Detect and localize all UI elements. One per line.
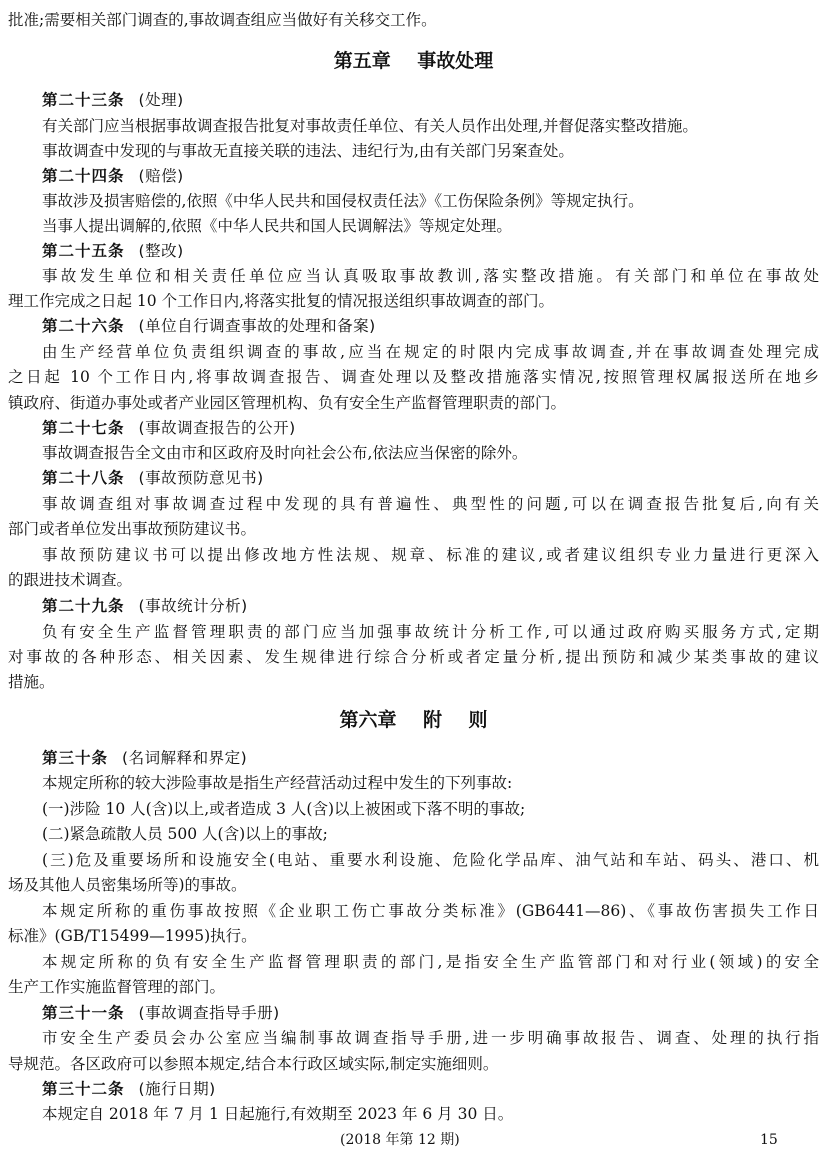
article-number: 第二十六条 [42, 317, 125, 335]
paragraph-line: 事故调查组对事故调查过程中发现的具有普遍性、典型性的问题,可以在调查报告批复后,向有关 [42, 495, 819, 513]
article-number: 第三十一条 [42, 1004, 125, 1022]
article-title: (名词解释和界定) [122, 749, 248, 767]
page-number: 15 [760, 1132, 778, 1148]
paragraph-line: 生产工作实施监督管理的部门。 [8, 978, 226, 996]
article-title: (事故统计分析) [138, 597, 248, 615]
article-number: 第二十四条 [42, 167, 125, 185]
paragraph-line: 本规定自 2018 年 7 月 1 日起施行,有效期至 2023 年 6 月 30 日。 [42, 1105, 514, 1123]
paragraph-line: 本规定所称的负有安全生产监督管理职责的部门,是指安全生产监管部门和对行业(领域)的安全 [42, 953, 819, 971]
chapter-six-heading: 第六章 附 则 [339, 709, 488, 731]
article-number: 第二十九条 [42, 597, 125, 615]
article-25-heading [42, 241, 184, 261]
article-23-heading [42, 90, 184, 110]
continuation-line: 批准;需要相关部门调查的,事故调查组应当做好有关移交工作。 [8, 11, 437, 29]
article-title: (事故调查报告的公开) [138, 419, 296, 437]
article-number: 第二十八条 [42, 469, 125, 487]
article-28-heading [42, 468, 264, 488]
article-title: (整改) [138, 242, 184, 260]
list-item: (三)危及重要场所和设施安全(电站、重要水利设施、危险化学品库、油气站和车站、码头、港口、机 [42, 851, 819, 869]
article-title: (处理) [138, 91, 184, 109]
article-title: (事故预防意见书) [138, 469, 264, 487]
paragraph-line: 标准》(GB/T15499—1995)执行。 [8, 927, 257, 945]
paragraph-line: 的跟进技术调查。 [8, 571, 133, 589]
article-27-heading [42, 418, 296, 438]
paragraph-line: 事故发生单位和相关责任单位应当认真吸取事故教训,落实整改措施。有关部门和单位在事故处 [42, 267, 819, 285]
paragraph-line: 本规定所称的较大涉险事故是指生产经营活动过程中发生的下列事故: [42, 774, 513, 792]
chapter-five-heading: 第五章 事故处理 [333, 50, 494, 72]
article-number: 第三十二条 [42, 1080, 125, 1098]
paragraph-line: 之日起 10 个工作日内,将事故调查报告、调查处理以及整改措施落实情况,按照管理权属报送所在地乡 [8, 368, 819, 386]
article-title: (单位自行调查事故的处理和备案) [138, 317, 376, 335]
paragraph-line: 事故涉及损害赔偿的,依照《中华人民共和国侵权责任法》《工伤保险条例》等规定执行。 [42, 192, 644, 210]
paragraph-line: 有关部门应当根据事故调查报告批复对事故责任单位、有关人员作出处理,并督促落实整改措施。 [42, 117, 698, 135]
article-29-heading [42, 596, 248, 616]
list-item: (一)涉险 10 人(含)以上,或者造成 3 人(含)以上被困或下落不明的事故; [42, 800, 526, 818]
article-title: (赔偿) [138, 167, 184, 185]
article-24-heading [42, 166, 184, 186]
list-item: (二)紧急疏散人员 500 人(含)以上的事故; [42, 825, 328, 843]
paragraph-line: 事故调查中发现的与事故无直接关联的违法、违纪行为,由有关部门另案查处。 [42, 142, 574, 160]
article-number: 第三十条 [42, 749, 109, 767]
paragraph-line: 镇政府、街道办事处或者产业园区管理机构、负有安全生产监督管理职责的部门。 [8, 394, 567, 412]
paragraph-line: 部门或者单位发出事故预防建议书。 [8, 520, 257, 538]
paragraph-line: 事故预防建议书可以提出修改地方性法规、规章、标准的建议,或者建议组织专业力量进行更深入 [42, 546, 819, 564]
paragraph-line: 对事故的各种形态、相关因素、发生规律进行综合分析或者定量分析,提出预防和减少某类事故的建议 [8, 648, 819, 666]
issue-footer: (2018 年第 12 期) [340, 1132, 460, 1148]
article-title: (事故调查指导手册) [138, 1004, 280, 1022]
article-title: (施行日期) [138, 1080, 216, 1098]
article-30-heading [42, 748, 247, 768]
article-number: 第二十五条 [42, 242, 125, 260]
article-26-heading [42, 316, 376, 336]
paragraph-line: 理工作完成之日起 10 个工作日内,将落实批复的情况报送组织事故调查的部门。 [8, 292, 555, 310]
paragraph-line: 由生产经营单位负责组织调查的事故,应当在规定的时限内完成事故调查,并在事故调查处理完成 [42, 343, 819, 361]
paragraph-line: 导规范。各区政府可以参照本规定,结合本行政区域实际,制定实施细则。 [8, 1055, 499, 1073]
paragraph-line: 措施。 [8, 673, 55, 691]
article-number: 第二十七条 [42, 419, 125, 437]
article-32-heading [42, 1079, 216, 1099]
paragraph-line: 当事人提出调解的,依照《中华人民共和国人民调解法》等规定处理。 [42, 217, 512, 235]
paragraph-line: 本规定所称的重伤事故按照《企业职工伤亡事故分类标准》(GB6441—86)、《事故伤害损失工作日 [42, 902, 819, 920]
article-31-heading [42, 1003, 280, 1023]
paragraph-line: 场及其他人员密集场所等)的事故。 [8, 876, 247, 894]
paragraph-line: 市安全生产委员会办公室应当编制事故调查指导手册,进一步明确事故报告、调查、处理的执行指 [42, 1029, 819, 1047]
paragraph-line: 事故调查报告全文由市和区政府及时向社会公布,依法应当保密的除外。 [42, 444, 528, 462]
article-number: 第二十三条 [42, 91, 125, 109]
paragraph-line: 负有安全生产监督管理职责的部门应当加强事故统计分析工作,可以通过政府购买服务方式,定期 [42, 623, 819, 641]
